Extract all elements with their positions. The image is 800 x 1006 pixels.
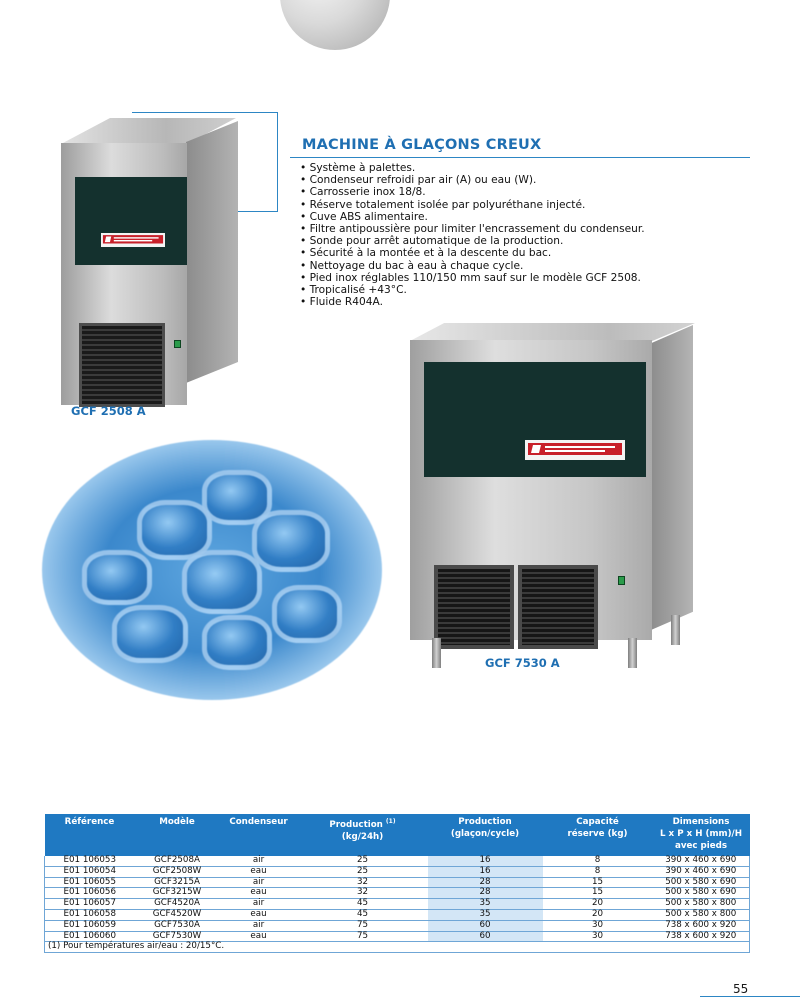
- col-dimensions-label: Dimensions: [672, 817, 730, 827]
- franstal-logo: [101, 233, 165, 247]
- cell-condenser: air: [220, 856, 298, 866]
- cell-condenser: air: [220, 920, 298, 931]
- cell-production: 45: [298, 909, 428, 920]
- cell-capacity: 30: [543, 931, 653, 942]
- cell-model: GCF7530A: [135, 920, 220, 931]
- cell-reference: E01 106060: [45, 931, 135, 942]
- cell-dimensions: 738 x 600 x 920: [653, 920, 750, 931]
- feature-item: • Sonde pour arrêt automatique de la production.: [300, 235, 645, 247]
- machine-side: [186, 121, 238, 383]
- feature-item: • Système à palettes.: [300, 162, 645, 174]
- col-production-glacon-label: Production: [458, 817, 512, 827]
- cell-condenser: air: [220, 899, 298, 910]
- feature-item: • Filtre antipoussière pour limiter l'encrassement du condenseur.: [300, 223, 645, 235]
- col-capacite-unit: réserve (kg): [567, 829, 628, 839]
- feature-list: [300, 162, 645, 308]
- cell-condenser: eau: [220, 866, 298, 877]
- page-number-rule: [700, 996, 800, 997]
- machine-lid: [410, 323, 695, 341]
- feature-item: • Cuve ABS alimentaire.: [300, 211, 645, 223]
- power-switch: [618, 576, 625, 585]
- product-headline: MACHINE À GLAÇONS CREUX: [302, 137, 542, 153]
- cell-capacity: 20: [543, 899, 653, 910]
- feature-item: • Condenseur refroidi par air (A) ou eau (W).: [300, 174, 645, 186]
- machine-leg: [432, 638, 441, 668]
- feature-item: • Nettoyage du bac à eau à chaque cycle.: [300, 260, 645, 272]
- cell-dimensions: 390 x 460 x 690: [653, 866, 750, 877]
- condenser-grille: [79, 323, 165, 407]
- cell-dimensions: 738 x 600 x 920: [653, 931, 750, 942]
- table-row: [45, 909, 750, 920]
- cell-model: GCF2508A: [135, 856, 220, 866]
- table-row: [45, 888, 750, 899]
- cell-cycle: 16: [428, 866, 543, 877]
- franstal-logo-graphic: [525, 440, 625, 460]
- product-caption-large: GCF 7530 A: [485, 656, 560, 670]
- col-dimensions-unit: L x P x H (mm)/H: [660, 829, 742, 839]
- col-condenseur: [220, 814, 298, 856]
- machine-leg: [671, 615, 680, 645]
- ice-cube: [252, 510, 330, 572]
- feature-item: • Pied inox réglables 110/150 mm sauf sur le modèle GCF 2508.: [300, 272, 645, 284]
- cell-capacity: 15: [543, 877, 653, 888]
- page-number: 55: [733, 982, 749, 996]
- cell-cycle: 28: [428, 877, 543, 888]
- cell-condenser: eau: [220, 931, 298, 942]
- machine-leg: [628, 638, 637, 668]
- cell-model: GCF4520A: [135, 899, 220, 910]
- col-dimensions-note: avec pieds: [674, 841, 728, 851]
- cell-condenser: eau: [220, 888, 298, 899]
- cell-reference: E01 106058: [45, 909, 135, 920]
- cell-dimensions: 500 x 580 x 690: [653, 888, 750, 899]
- cell-cycle: 60: [428, 920, 543, 931]
- cell-cycle: 16: [428, 856, 543, 866]
- col-condenseur-label: Condenseur: [229, 817, 288, 827]
- cell-cycle: 60: [428, 931, 543, 942]
- col-production-glacon: [428, 814, 543, 856]
- cell-capacity: 8: [543, 856, 653, 866]
- cell-production: 25: [298, 856, 428, 866]
- machine-front: [61, 143, 187, 405]
- cell-production: 32: [298, 888, 428, 899]
- cell-cycle: 35: [428, 909, 543, 920]
- col-capacite: [543, 814, 653, 856]
- cell-model: GCF7530W: [135, 931, 220, 942]
- cell-cycle: 35: [428, 899, 543, 910]
- feature-item: • Fluide R404A.: [300, 296, 645, 308]
- table-row: [45, 877, 750, 888]
- cell-production: 32: [298, 877, 428, 888]
- cell-reference: E01 106059: [45, 920, 135, 931]
- cell-reference: E01 106057: [45, 899, 135, 910]
- spec-table: [44, 814, 750, 953]
- product-caption-small: GCF 2508 A: [71, 404, 146, 418]
- cell-production: 25: [298, 866, 428, 877]
- ice-machine-large-image: [410, 323, 700, 675]
- table-row: [45, 899, 750, 910]
- feature-item: • Tropicalisé +43°C.: [300, 284, 645, 296]
- col-modele-label: Modèle: [159, 817, 195, 827]
- cell-production: 75: [298, 920, 428, 931]
- cell-capacity: 20: [543, 909, 653, 920]
- col-production-kg-label: Production: [329, 819, 383, 830]
- table-row: [45, 866, 750, 877]
- condenser-grille: [518, 565, 598, 649]
- cell-condenser: air: [220, 877, 298, 888]
- feature-item: • Réserve totalement isolée par polyuréthane injecté.: [300, 199, 645, 211]
- cell-dimensions: 500 x 580 x 690: [653, 877, 750, 888]
- table-row: [45, 920, 750, 931]
- cell-condenser: eau: [220, 909, 298, 920]
- machine-front: [410, 340, 652, 640]
- power-switch: [174, 340, 181, 348]
- col-reference-label: Référence: [64, 817, 115, 827]
- feature-item: • Carrosserie inox 18/8.: [300, 186, 645, 198]
- cell-reference: E01 106054: [45, 866, 135, 877]
- decorative-arc: [280, 0, 390, 50]
- ice-cubes-image: [42, 440, 382, 700]
- cell-capacity: 8: [543, 866, 653, 877]
- col-production-glacon-unit: (glaçon/cycle): [450, 829, 520, 839]
- franstal-logo: [525, 440, 625, 460]
- footnote-marker: (1): [385, 818, 396, 825]
- ice-cube: [82, 550, 152, 605]
- cell-reference: E01 106053: [45, 856, 135, 866]
- ice-cube: [272, 585, 342, 643]
- feature-item: • Sécurité à la montée et à la descente du bac.: [300, 247, 645, 259]
- cell-model: GCF3215W: [135, 888, 220, 899]
- col-dimensions: [653, 814, 750, 856]
- table-row: [45, 856, 750, 866]
- cell-production: 45: [298, 899, 428, 910]
- cell-model: GCF3215A: [135, 877, 220, 888]
- table-header-row: [45, 814, 750, 856]
- ice-cube: [202, 615, 272, 670]
- col-production-kg-unit: (kg/24h): [341, 831, 384, 842]
- condenser-grille: [434, 565, 514, 649]
- col-modele: [135, 814, 220, 856]
- cell-production: 75: [298, 931, 428, 942]
- col-capacite-label: Capacité: [576, 817, 619, 827]
- table-note-row: [45, 942, 750, 953]
- table-footnote: (1) Pour températures air/eau : 20/15°C.: [45, 942, 750, 953]
- headline-underline: [290, 157, 750, 158]
- cell-cycle: 28: [428, 888, 543, 899]
- cell-model: GCF4520W: [135, 909, 220, 920]
- cell-reference: E01 106056: [45, 888, 135, 899]
- col-reference: [45, 814, 135, 856]
- cell-dimensions: 390 x 460 x 690: [653, 856, 750, 866]
- cell-reference: E01 106055: [45, 877, 135, 888]
- cell-capacity: 15: [543, 888, 653, 899]
- col-production-kg: [298, 814, 428, 856]
- ice-cube: [112, 605, 188, 663]
- ice-cube: [182, 550, 262, 614]
- ice-machine-small-image: [55, 118, 245, 405]
- cell-capacity: 30: [543, 920, 653, 931]
- cell-dimensions: 500 x 580 x 800: [653, 909, 750, 920]
- cell-dimensions: 500 x 580 x 800: [653, 899, 750, 910]
- franstal-logo-graphic: [101, 233, 165, 247]
- machine-side: [651, 325, 693, 630]
- machine-panel: [75, 177, 187, 265]
- cell-model: GCF2508W: [135, 866, 220, 877]
